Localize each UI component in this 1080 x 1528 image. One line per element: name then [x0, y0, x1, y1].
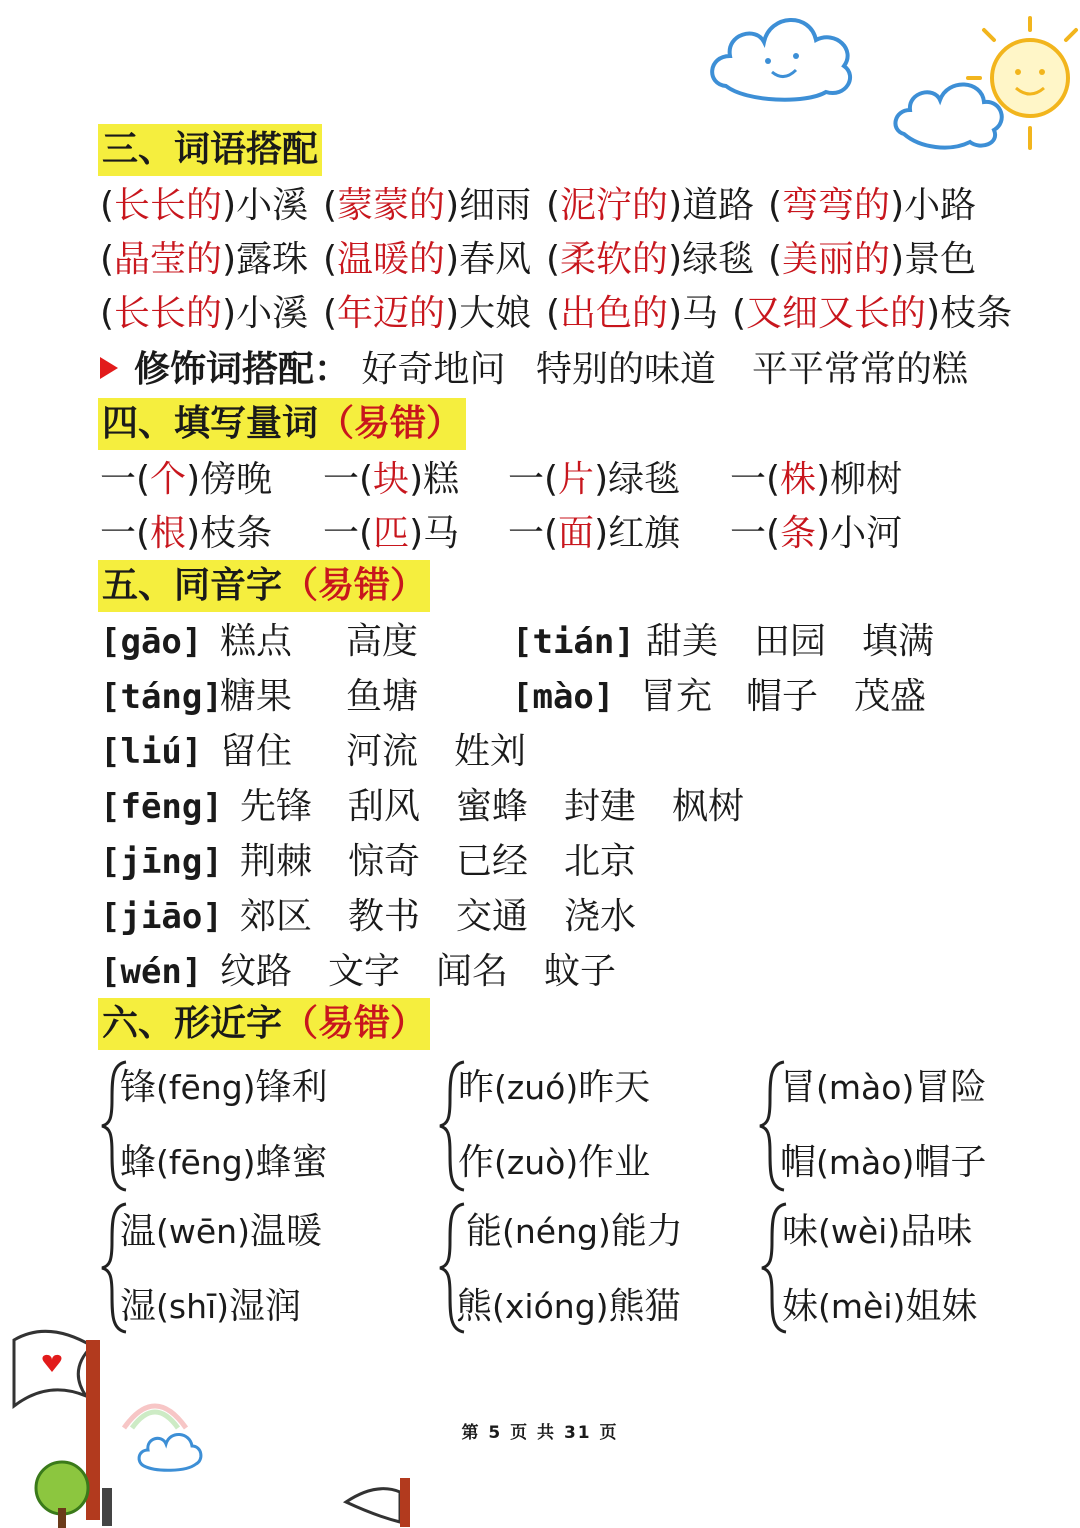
cloud-icon [706, 6, 858, 106]
collocation-row [100, 238, 977, 282]
similar-char-item: 能(néng)能力 [466, 1211, 683, 1252]
word: 文字 [328, 951, 401, 992]
collocation-row [100, 184, 977, 228]
pinyin-label: [liú] [100, 732, 203, 772]
collocation-item: (柔软的)绿毯 [546, 239, 755, 280]
measure-item: 一(个)傍晚 [100, 459, 273, 500]
word: 甜美 [646, 621, 719, 662]
section-6-title: 六、形近字（易错） [98, 998, 430, 1050]
pinyin-label: [mào] [512, 677, 615, 717]
word: 交通 [456, 896, 529, 937]
measure-item: 一(株)柳树 [730, 459, 903, 500]
homophone-row [100, 730, 527, 774]
word: 茂盛 [854, 676, 927, 717]
page-number: 第 5 页 共 31 页 [461, 1423, 619, 1443]
similar-char-item: 温(wēn)温暖 [120, 1211, 322, 1252]
word: 田园 [754, 621, 827, 662]
word: 蚊子 [544, 951, 617, 992]
triangle-marker-icon [100, 357, 118, 379]
pinyin-label: [gāo] [100, 622, 203, 662]
measure-item: 一(根)枝条 [100, 513, 273, 554]
word: 高度 [346, 621, 419, 662]
word: 糖果 [220, 676, 293, 717]
word: 荆棘 [240, 841, 313, 882]
collocation-item: (弯弯的)小路 [768, 185, 977, 226]
similar-char-item: 熊(xióng)熊猫 [456, 1286, 681, 1327]
pinyin-label: [jīng] [100, 842, 223, 882]
homophone-row [100, 675, 927, 719]
section-3-title: 三、词语搭配 [98, 124, 322, 176]
measure-item: 一(片)绿毯 [508, 459, 681, 500]
word: 填满 [862, 621, 935, 662]
measure-item: 一(匹)马 [323, 513, 460, 554]
section-5-title: 五、同音字（易错） [98, 560, 430, 612]
word: 鱼塘 [346, 676, 419, 717]
modifier-item: 平平常常的糕 [752, 349, 969, 390]
word: 闻名 [436, 951, 509, 992]
homophone-row [100, 895, 637, 939]
word: 浇水 [564, 896, 637, 937]
similar-char-item: 帽(mào)帽子 [780, 1142, 987, 1183]
word: 蜜蜂 [456, 786, 529, 827]
modifier-item: 好奇地问 [361, 349, 506, 390]
word: 冒充 [640, 676, 713, 717]
flag-icon [340, 1472, 420, 1527]
pinyin-label: [táng] [100, 677, 223, 717]
word: 已经 [456, 841, 529, 882]
homophone-row [100, 840, 637, 884]
collocation-item: (蒙蒙的)细雨 [323, 185, 532, 226]
similar-char-item: 湿(shī)湿润 [120, 1286, 302, 1327]
measure-item: 一(条)小河 [730, 513, 903, 554]
collocation-item: (温暖的)春风 [323, 239, 532, 280]
word: 留住 [220, 731, 293, 772]
similar-char-item: 冒(mào)冒险 [780, 1067, 987, 1108]
collocation-item: (年迈的)大娘 [323, 293, 532, 334]
word: 先锋 [240, 786, 313, 827]
similar-char-item: 蜂(fēng)蜂蜜 [120, 1142, 328, 1183]
homophone-row [100, 950, 617, 994]
similar-char-item: 味(wèi)品味 [782, 1211, 973, 1252]
similar-char-item: 锋(fēng)锋利 [120, 1067, 328, 1108]
collocation-item: (泥泞的)道路 [546, 185, 755, 226]
collocation-item: (美丽的)景色 [768, 239, 977, 280]
measure-item: 一(块)糕 [323, 459, 460, 500]
pinyin-label: [wén] [100, 952, 203, 992]
measure-row [100, 458, 903, 502]
collocation-item: (又细又长的)枝条 [732, 293, 1013, 334]
similar-char-item: 昨(zuó)昨天 [458, 1067, 651, 1108]
collocation-item: (长长的)小溪 [100, 185, 309, 226]
word: 姓刘 [454, 731, 527, 772]
measure-row [100, 512, 903, 556]
pinyin-label: [tián] [512, 622, 635, 662]
word: 北京 [564, 841, 637, 882]
word: 惊奇 [348, 841, 421, 882]
tree-icon [22, 1448, 132, 1528]
collocation-item: (晶莹的)露珠 [100, 239, 309, 280]
word: 纹路 [220, 951, 293, 992]
section-4-title: 四、填写量词（易错） [98, 398, 466, 450]
word: 帽子 [746, 676, 819, 717]
modifier-item: 特别的味道 [536, 349, 717, 390]
word: 封建 [564, 786, 637, 827]
homophone-row [100, 620, 935, 664]
collocation-row [100, 292, 1013, 336]
word: 枫树 [672, 786, 745, 827]
homophone-row [100, 785, 745, 829]
collocation-item: (出色的)马 [546, 293, 719, 334]
similar-char-item: 妹(mèi)姐妹 [782, 1286, 978, 1327]
word: 河流 [346, 731, 419, 772]
modifier-label: 修饰词搭配： [134, 349, 351, 390]
collocation-item: (长长的)小溪 [100, 293, 309, 334]
pinyin-label: [fēng] [100, 787, 223, 827]
word: 糕点 [220, 621, 293, 662]
cloud-icon [890, 70, 1010, 150]
similar-char-item: 作(zuò)作业 [458, 1142, 651, 1183]
word: 刮风 [348, 786, 421, 827]
word: 教书 [348, 896, 421, 937]
modifier-row [100, 348, 969, 392]
word: 郊区 [240, 896, 313, 937]
measure-item: 一(面)红旗 [508, 513, 681, 554]
pinyin-label: [jiāo] [100, 897, 223, 937]
